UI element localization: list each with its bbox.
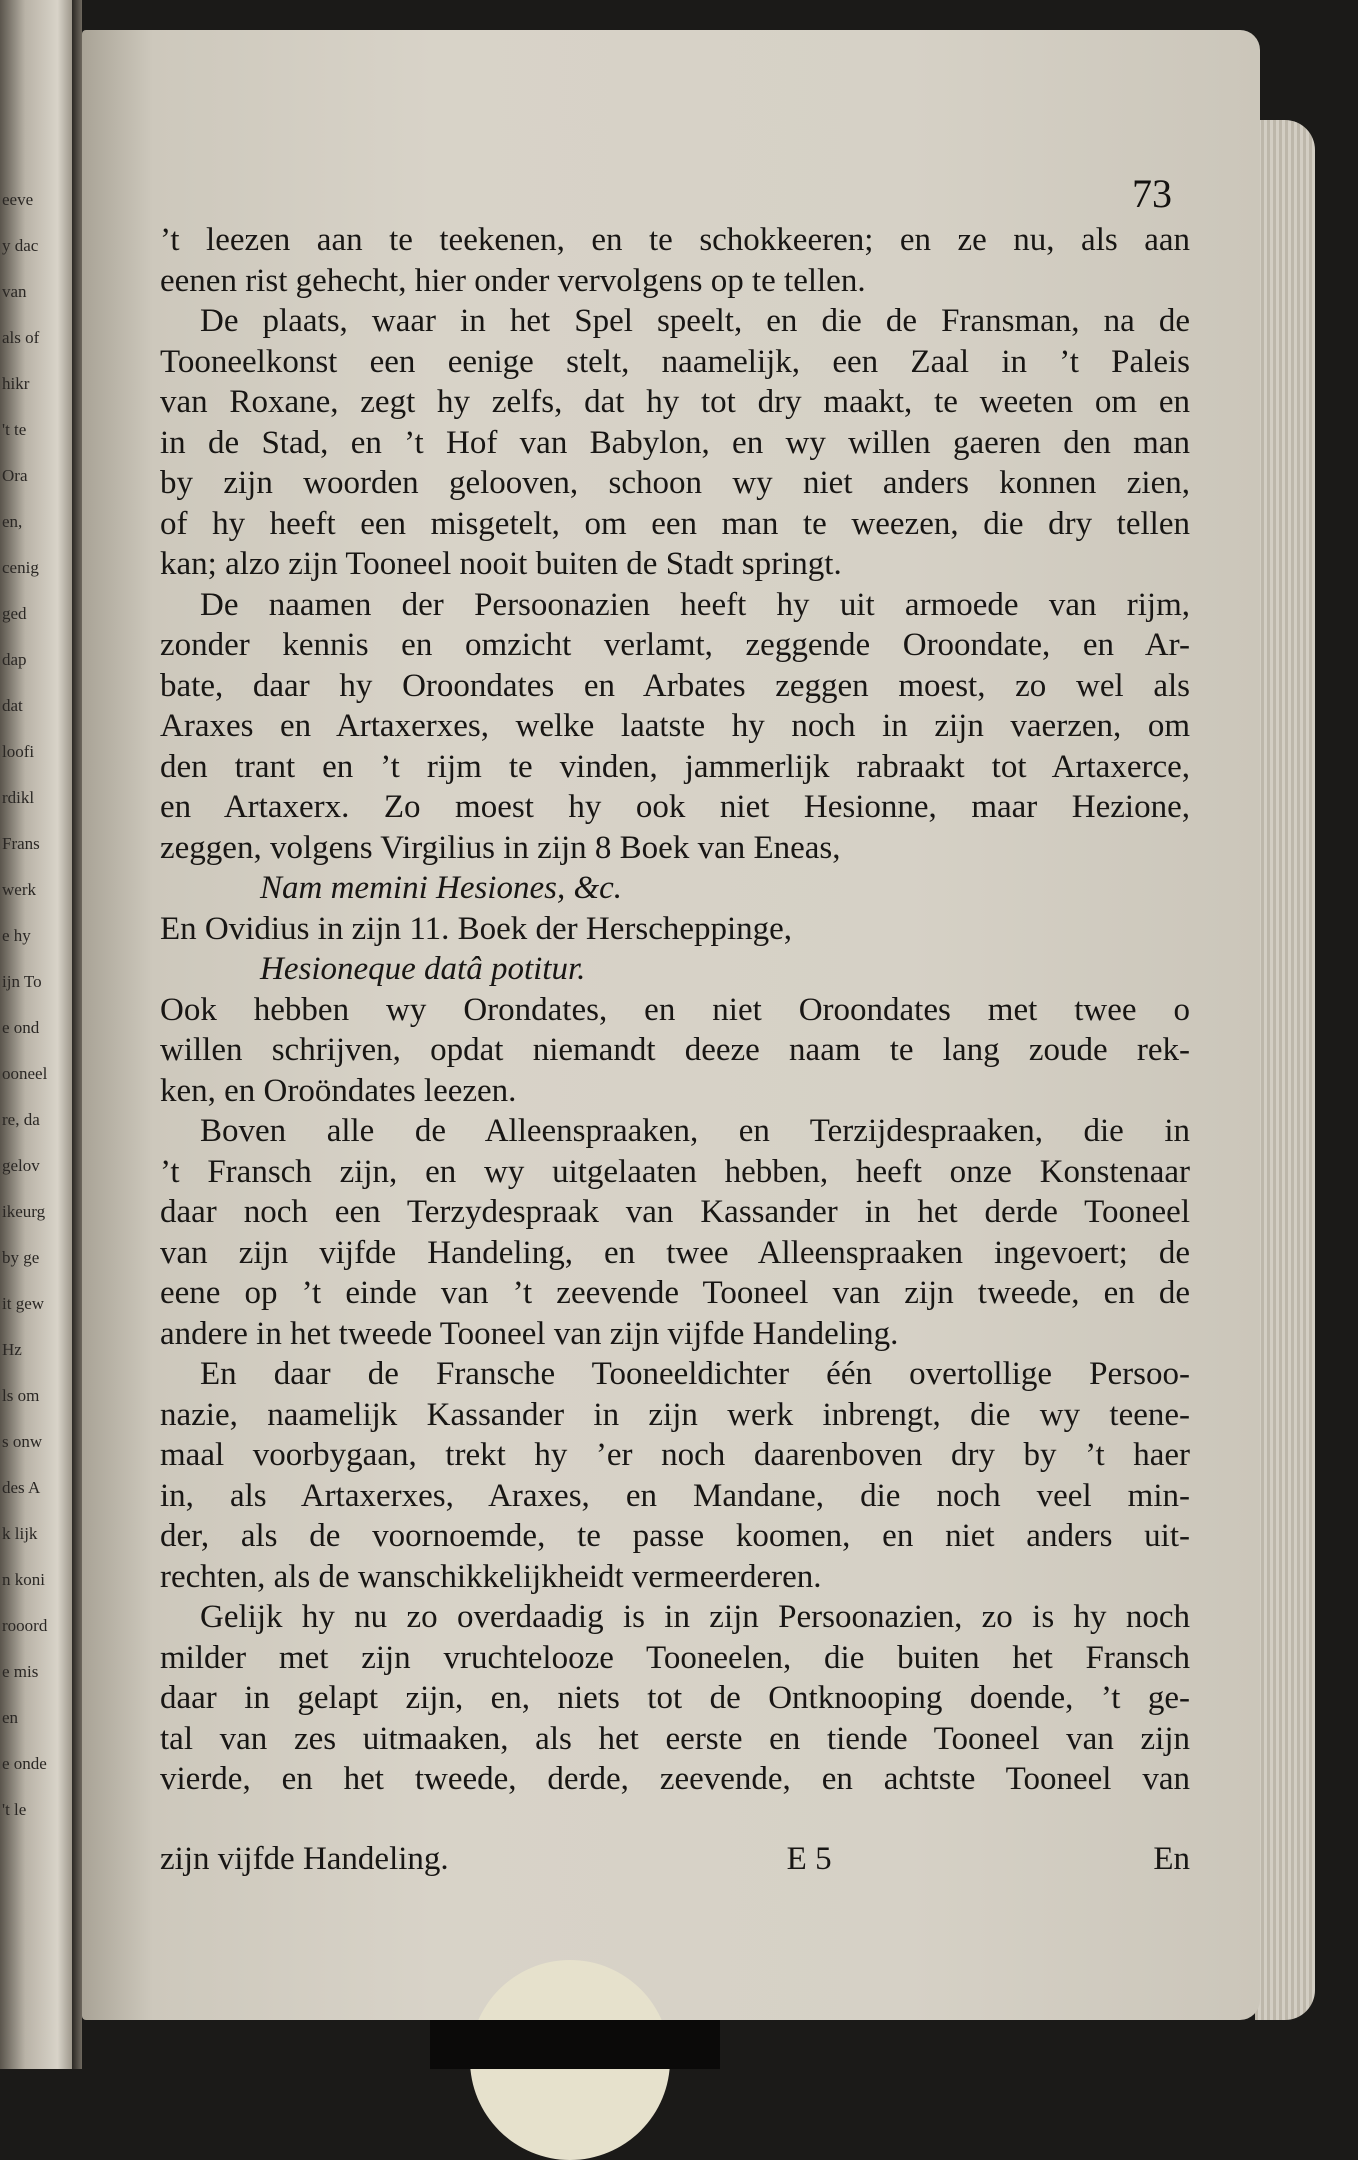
left-page-fragment: cenig bbox=[2, 558, 39, 577]
text-line: eene op ’t einde van ’t zeevende Tooneel van zijn tweede, en de bbox=[160, 1275, 1190, 1311]
left-page-fragment: en bbox=[2, 1708, 19, 1727]
left-page-fragment: ikeurg bbox=[2, 1202, 46, 1221]
text-line: Hesioneque datâ potitur. bbox=[260, 951, 586, 987]
left-page-fragment: en, bbox=[2, 512, 23, 531]
text-line: en Artaxerx. Zo moest hy ook niet Hesionne, maar Hezione, bbox=[160, 789, 1190, 825]
text-line: willen schrijven, opdat niemandt deeze naam te lang zoude rek- bbox=[160, 1032, 1190, 1068]
text-line: zonder kennis en omzicht verlamt, zeggende Oroondate, en Ar- bbox=[160, 627, 1190, 663]
text-line: den trant en ’t rijm te vinden, jammerlijk rabraakt tot Artaxerce, bbox=[160, 748, 1190, 785]
left-page-fragment: 't le bbox=[2, 1800, 27, 1819]
left-page-fragment: van bbox=[2, 282, 27, 301]
left-page-fragment: n koni bbox=[2, 1570, 45, 1589]
left-page-fragment: re, da bbox=[2, 1110, 40, 1129]
left-page-fragment: rooord bbox=[2, 1616, 48, 1635]
text-line: in de Stad, en ’t Hof van Babylon, en wy willen gaeren den man bbox=[160, 424, 1190, 461]
page-edges bbox=[1255, 120, 1315, 2020]
text-line: Nam memini Hesiones, &c. bbox=[260, 870, 623, 906]
left-page-fragment: als of bbox=[2, 328, 40, 347]
text-line: maal voorbygaan, trekt hy ’er noch daarenboven dry by ’t haer bbox=[160, 1437, 1190, 1473]
text-line: daar noch een Terzydespraak van Kassander in het derde Tooneel bbox=[160, 1194, 1190, 1230]
left-page-fragment: gelov bbox=[2, 1156, 40, 1175]
left-page-fragment: e hy bbox=[2, 926, 31, 945]
text-line: daar in gelapt zijn, en, niets tot de Ontknooping doende, ’t ge- bbox=[160, 1680, 1190, 1716]
text-line: in, als Artaxerxes, Araxes, en Mandane, die noch veel min- bbox=[160, 1477, 1190, 1514]
text-line: milder met zijn vruchtelooze Tooneelen, die buiten het Fransch bbox=[160, 1639, 1190, 1676]
text-line: nazie, naamelijk Kassander in zijn werk inbrengt, die wy teene- bbox=[160, 1396, 1190, 1433]
left-page-fragment: e ond bbox=[2, 1018, 40, 1037]
text-line: eenen rist gehecht, hier onder vervolgens op te tellen. bbox=[160, 262, 866, 299]
left-page-fragment: loofi bbox=[2, 742, 35, 761]
text-line: tal van zes uitmaaken, als het eerste en tiende Tooneel van zijn bbox=[160, 1720, 1190, 1757]
left-page-fragment: des A bbox=[2, 1478, 41, 1497]
text-line: vierde, en het tweede, derde, zeevende, en achtste Tooneel van bbox=[160, 1761, 1190, 1797]
page-number: 73 bbox=[1132, 171, 1172, 216]
left-page-fragment: dat bbox=[2, 696, 23, 715]
left-page-fragment: y dac bbox=[2, 236, 39, 255]
text-line: De naamen der Persoonazien heeft hy uit armoede van rijm, bbox=[200, 586, 1190, 623]
footer-last-line: zijn vijfde Handeling. bbox=[160, 1841, 449, 1877]
text-line: ken, en Oroöndates leezen. bbox=[160, 1072, 517, 1109]
left-page-fragment: eeve bbox=[2, 190, 34, 209]
left-page-fragment: Hz bbox=[2, 1340, 22, 1359]
left-page-fragment: dap bbox=[2, 650, 27, 669]
left-page-fragment: ls om bbox=[2, 1386, 40, 1405]
left-page-fragment: werk bbox=[2, 880, 36, 899]
text-line: bate, daar hy Oroondates en Arbates zeggen moest, zo wel als bbox=[160, 667, 1190, 704]
text-line: En Ovidius in zijn 11. Boek der Herscheppinge, bbox=[160, 910, 793, 947]
signature-mark: E 5 bbox=[786, 1841, 832, 1877]
text-line: ’t leezen aan te teekenen, en te schokkeeren; en ze nu, als aan bbox=[160, 222, 1190, 258]
book-gutter bbox=[72, 0, 82, 2069]
text-line: of hy heeft een misgetelt, om een man te weezen, die dry tellen bbox=[160, 505, 1190, 542]
text-line: by zijn woorden gelooven, schoon wy niet anders konnen zien, bbox=[160, 465, 1190, 501]
left-page-fragment: it gew bbox=[2, 1294, 45, 1313]
text-line: Tooneelkonst een eenige stelt, naamelijk, een Zaal in ’t Paleis bbox=[160, 343, 1190, 380]
left-page-fragment: Frans bbox=[2, 834, 40, 853]
left-page-fragment: rdikl bbox=[2, 788, 35, 807]
page-footer bbox=[160, 1839, 1190, 1880]
text-line: Gelijk hy nu zo overdaadig is in zijn Persoonazien, zo is hy noch bbox=[200, 1599, 1190, 1635]
text-line: zeggen, volgens Virgilius in zijn 8 Boek van Eneas, bbox=[160, 829, 841, 866]
text-line: De plaats, waar in het Spel speelt, en die de Fransman, na de bbox=[200, 303, 1190, 339]
text-line: rechten, als de wanschikkelijkheidt vermeerderen. bbox=[160, 1558, 822, 1595]
left-page-fragment: 't te bbox=[2, 420, 27, 439]
footer-line bbox=[160, 1839, 1190, 1880]
text-line: En daar de Fransche Tooneeldichter één overtollige Persoo- bbox=[200, 1356, 1190, 1392]
left-page-fragment: Ora bbox=[2, 466, 28, 485]
left-page-fragment: hikr bbox=[2, 374, 30, 393]
text-line: der, als de voornoemde, te passe koomen, en niet anders uit- bbox=[160, 1518, 1190, 1554]
catchword: En bbox=[1153, 1841, 1190, 1877]
left-page-fragment: s onw bbox=[2, 1432, 43, 1451]
text-line: Ook hebben wy Orondates, en niet Oroondates met twee o bbox=[160, 991, 1190, 1028]
text-line: Araxes en Artaxerxes, welke laatste hy noch in zijn vaerzen, om bbox=[160, 708, 1190, 744]
text-line: van Roxane, zegt hy zelfs, dat hy tot dry maakt, te weeten om en bbox=[160, 384, 1190, 420]
text-line: kan; alzo zijn Tooneel nooit buiten de Stadt springt. bbox=[160, 546, 842, 582]
text-line: ’t Fransch zijn, en wy uitgelaaten hebben, heeft onze Konstenaar bbox=[160, 1153, 1190, 1190]
text-line: van zijn vijfde Handeling, en twee Alleenspraaken ingevoert; de bbox=[160, 1234, 1190, 1271]
page-text bbox=[160, 220, 1190, 1800]
left-page-fragment: ijn To bbox=[2, 972, 42, 991]
right-page bbox=[82, 30, 1260, 2020]
page-holder-base bbox=[430, 2020, 720, 2069]
text-line: Boven alle de Alleenspraaken, en Terzijdespraaken, die in bbox=[200, 1113, 1190, 1149]
left-page-fragment: ged bbox=[2, 604, 27, 623]
left-page-fragment: by ge bbox=[2, 1248, 40, 1267]
left-page-fragment: e onde bbox=[2, 1754, 47, 1773]
left-page-edge bbox=[0, 0, 72, 2069]
left-page-fragment: k lijk bbox=[2, 1524, 38, 1543]
left-page-fragment: ooneel bbox=[2, 1064, 48, 1083]
left-page-fragment: e mis bbox=[2, 1662, 39, 1681]
text-line: andere in het tweede Tooneel van zijn vijfde Handeling. bbox=[160, 1315, 899, 1352]
